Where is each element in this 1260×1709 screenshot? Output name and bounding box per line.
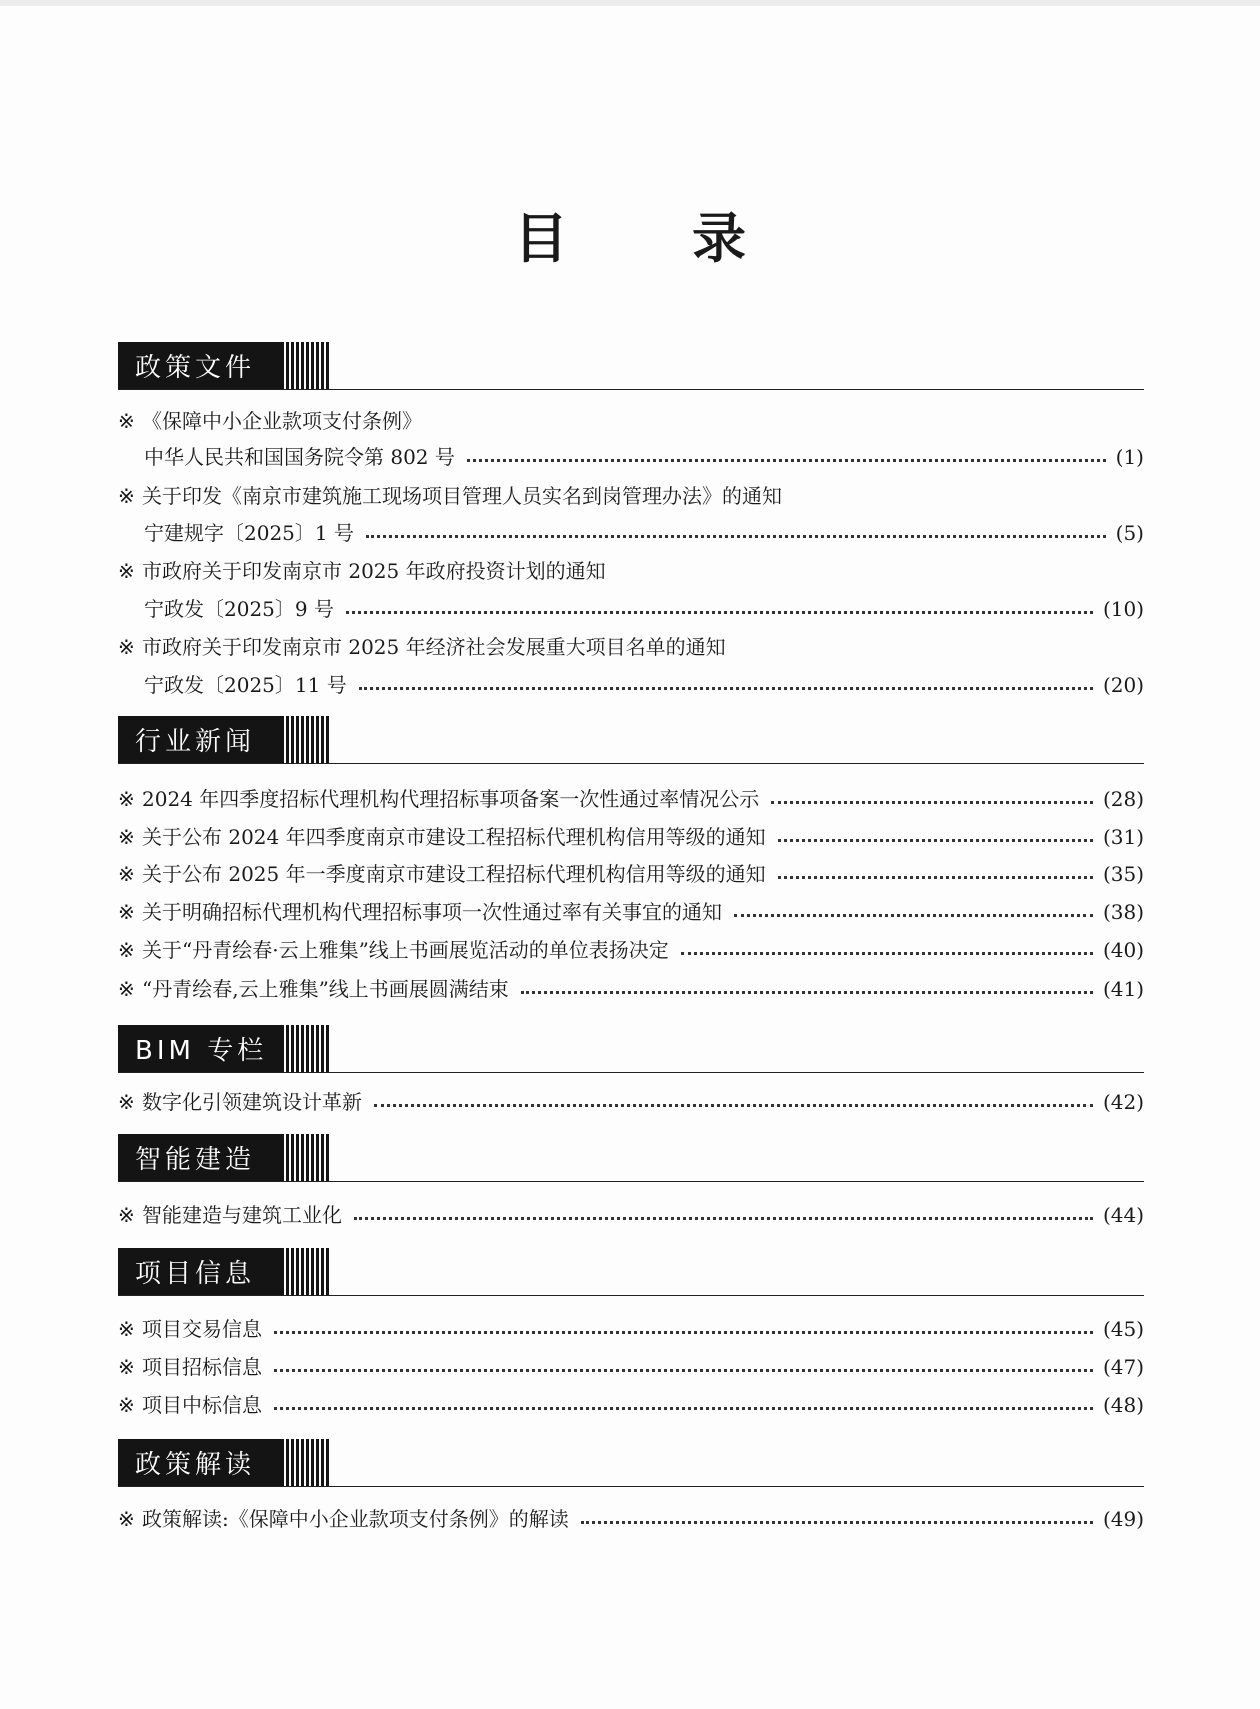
toc-entry[interactable]: [118, 1352, 1144, 1382]
entry-title: 政策解读:《保障中小企业款项支付条例》的解读: [142, 1507, 569, 1531]
toc-entry[interactable]: [144, 594, 1144, 624]
section-label: BIM 专栏: [135, 1036, 268, 1066]
entry-subtitle: 宁政发〔2025〕11 号: [144, 673, 347, 697]
page-number: (38): [1102, 900, 1144, 924]
section-stripes: [281, 342, 329, 389]
entry-subtitle: 宁建规字〔2025〕1 号: [144, 521, 354, 545]
reference-mark: ※: [118, 559, 135, 583]
section-label: 行业新闻: [135, 727, 256, 757]
dot-leader: [521, 989, 1093, 994]
page-number: (41): [1102, 977, 1144, 1001]
dot-leader: [274, 1367, 1093, 1372]
page-number: (48): [1102, 1393, 1144, 1417]
page-number: (1): [1115, 445, 1144, 469]
toc-entry[interactable]: [118, 1314, 1144, 1344]
section-header-bim-column: [118, 1025, 1144, 1073]
section-label: 项目信息: [135, 1259, 256, 1289]
reference-mark: ※: [118, 1203, 135, 1227]
page-title: [0, 196, 1260, 273]
toc-entry[interactable]: [118, 1390, 1144, 1420]
dot-leader: [346, 609, 1093, 614]
reference-mark: ※: [118, 825, 135, 849]
dot-leader: [467, 457, 1106, 462]
dot-leader: [274, 1329, 1093, 1334]
section-header-industry-news: [118, 716, 1144, 764]
entry-title: 市政府关于印发南京市 2025 年经济社会发展重大项目名单的通知: [142, 635, 726, 659]
reference-mark: ※: [118, 409, 135, 433]
reference-mark: ※: [118, 787, 135, 811]
section-label: 政策解读: [135, 1450, 256, 1480]
entry-title: 市政府关于印发南京市 2025 年政府投资计划的通知: [142, 559, 606, 583]
page-number: (10): [1102, 597, 1144, 621]
page-number: (49): [1102, 1507, 1144, 1531]
entry-title: 关于明确招标代理机构代理招标事项一次性通过率有关事宜的通知: [142, 900, 722, 924]
toc-entry[interactable]: [144, 442, 1144, 472]
section-header-smart-construction: [118, 1134, 1144, 1182]
dot-leader: [366, 533, 1106, 538]
entry-title: 关于“丹青绘春·云上雅集”线上书画展览活动的单位表扬决定: [142, 938, 669, 962]
section-label: 政策文件: [135, 353, 256, 383]
dot-leader: [778, 837, 1093, 842]
entry-title: 关于公布 2025 年一季度南京市建设工程招标代理机构信用等级的通知: [142, 862, 766, 886]
dot-leader: [359, 685, 1093, 690]
section-tab: [118, 1025, 329, 1072]
toc-entry[interactable]: [144, 670, 1144, 700]
section-tab: [118, 342, 329, 389]
entry-title: 《保障中小企业款项支付条例》: [142, 409, 422, 433]
toc-entry[interactable]: [118, 406, 1144, 436]
reference-mark: ※: [118, 977, 135, 1001]
dot-leader: [771, 799, 1093, 804]
section-tab: [118, 716, 329, 763]
toc-entry[interactable]: [118, 1087, 1144, 1117]
reference-mark: ※: [118, 1355, 135, 1379]
section-stripes: [281, 1025, 329, 1072]
section-stripes: [281, 716, 329, 763]
toc-entry[interactable]: [118, 1200, 1144, 1230]
page-number: (44): [1102, 1203, 1144, 1227]
reference-mark: ※: [118, 1090, 135, 1114]
reference-mark: ※: [118, 938, 135, 962]
section-tab: [118, 1439, 329, 1486]
dot-leader: [374, 1102, 1093, 1107]
dot-leader: [274, 1405, 1093, 1410]
page-number: (28): [1102, 787, 1144, 811]
toc-entry[interactable]: [118, 632, 1144, 662]
entry-title: 项目交易信息: [142, 1317, 262, 1341]
entry-title: 关于公布 2024 年四季度南京市建设工程招标代理机构信用等级的通知: [142, 825, 766, 849]
section-tab: [118, 1248, 329, 1295]
entry-subtitle: 中华人民共和国国务院令第 802 号: [144, 445, 455, 469]
reference-mark: ※: [118, 1317, 135, 1341]
dot-leader: [581, 1519, 1093, 1524]
entry-title: “丹青绘春,云上雅集”线上书画展圆满结束: [142, 977, 509, 1001]
section-header-policy-interpretation: [118, 1439, 1144, 1487]
page-number: (45): [1102, 1317, 1144, 1341]
toc-entry[interactable]: [118, 1504, 1144, 1534]
dot-leader: [681, 950, 1093, 955]
reference-mark: ※: [118, 635, 135, 659]
section-header-policy-documents: [118, 342, 1144, 390]
page-number: (35): [1102, 862, 1144, 886]
page-number: (20): [1102, 673, 1144, 697]
entry-title: 项目招标信息: [142, 1355, 262, 1379]
dot-leader: [734, 912, 1093, 917]
top-edge: [0, 0, 1260, 6]
entry-title: 关于印发《南京市建筑施工现场项目管理人员实名到岗管理办法》的通知: [142, 484, 782, 508]
toc-entry[interactable]: [118, 974, 1144, 1004]
dot-leader: [354, 1215, 1093, 1220]
entry-title: 智能建造与建筑工业化: [142, 1203, 342, 1227]
reference-mark: ※: [118, 862, 135, 886]
reference-mark: ※: [118, 484, 135, 508]
title-char-2: 录: [692, 206, 746, 270]
section-stripes: [281, 1439, 329, 1486]
toc-entry[interactable]: [118, 822, 1144, 852]
section-header-project-info: [118, 1248, 1144, 1296]
entry-title: 数字化引领建筑设计革新: [142, 1090, 362, 1114]
entry-title: 项目中标信息: [142, 1393, 262, 1417]
page-number: (40): [1102, 938, 1144, 962]
toc-entry[interactable]: [144, 518, 1144, 548]
page-number: (42): [1102, 1090, 1144, 1114]
toc-entry[interactable]: [118, 481, 1144, 511]
reference-mark: ※: [118, 900, 135, 924]
dot-leader: [778, 874, 1093, 879]
entry-subtitle: 宁政发〔2025〕9 号: [144, 597, 334, 621]
section-stripes: [281, 1248, 329, 1295]
section-label: 智能建造: [135, 1145, 256, 1175]
title-char-1: 目: [514, 206, 568, 270]
entry-title: 2024 年四季度招标代理机构代理招标事项备案一次性通过率情况公示: [142, 787, 760, 811]
toc-entry[interactable]: [118, 935, 1144, 965]
page-number: (31): [1102, 825, 1144, 849]
page-number: (47): [1102, 1355, 1144, 1379]
section-tab: [118, 1134, 329, 1181]
toc-entry[interactable]: [118, 897, 1144, 927]
toc-entry[interactable]: [118, 556, 1144, 586]
reference-mark: ※: [118, 1393, 135, 1417]
toc-entry[interactable]: [118, 859, 1144, 889]
reference-mark: ※: [118, 1507, 135, 1531]
page-number: (5): [1115, 521, 1144, 545]
section-stripes: [281, 1134, 329, 1181]
toc-entry[interactable]: [118, 784, 1144, 814]
